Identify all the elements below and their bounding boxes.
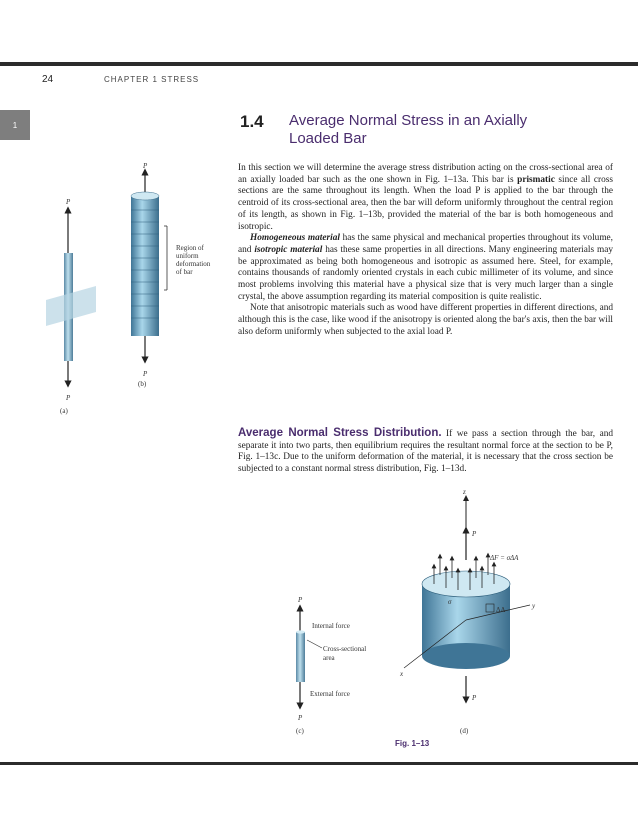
svg-text:σ: σ xyxy=(448,598,452,606)
figure-a xyxy=(46,198,96,415)
svg-text:y: y xyxy=(532,602,536,610)
svg-text:P: P xyxy=(66,198,71,206)
figure-c xyxy=(296,596,366,735)
svg-text:P: P xyxy=(472,530,477,538)
figure-d xyxy=(399,488,536,735)
svg-text:z: z xyxy=(463,488,466,496)
paragraph-4: Average Normal Stress Distribution. If we pass a section through the bar, and separate it into two parts, then equilibrium requires the resultant normal force at the section to be P, Fig. 1–13c. Due to the uniform deformation of the material, it is necessary that the cross section be subjected to a constant normal stress distribution, Fig. 1–13d. xyxy=(238,427,614,475)
svg-text:(b): (b) xyxy=(138,380,147,388)
svg-text:P: P xyxy=(143,370,148,378)
paragraph-2: Homogeneous material has the same physical and mechanical properties throughout its volume, and isotropic material has these same properties in all directions. Many engineering materials may be approximated as being both homogeneous and isotropic as assumed here. Steel, for example, contains thousands of randomly oriented crystals in each cubic millimeter of its volume, and since most problems involving this material have a physical size that is very much larger than a single crystal, the above assumption regarding its material composition is quite realistic. xyxy=(238,233,613,302)
paragraph-1: In this section we will determine the average stress distribution acting on the cross-sectional area of an axially loaded bar such as the one shown in Fig. 1–13a. This bar is prismatic since all cross sections are the same throughout its length. When the load P is applied to the bar through the centroid of its cross-sectional area, then the bar will deform uniformly throughout the central region of its length, as shown in Fig. 1–13b, provided the material of the bar is both homogeneous and isotropic. xyxy=(238,163,613,232)
bottom-rule xyxy=(0,762,638,765)
chapter-header: CHAPTER 1 STRESS xyxy=(104,75,200,84)
svg-text:Cross-sectional: Cross-sectional xyxy=(323,645,367,653)
chapter-tab: 1 xyxy=(0,110,30,140)
svg-text:(a): (a) xyxy=(60,407,68,415)
svg-text:P: P xyxy=(472,694,477,702)
svg-text:(c): (c) xyxy=(296,727,304,735)
svg-text:Internal force: Internal force xyxy=(312,622,350,630)
svg-text:deformation: deformation xyxy=(176,260,211,268)
section-title: Average Normal Stress in an Axially Loaded Bar xyxy=(289,112,528,147)
page-number: 24 xyxy=(42,74,54,85)
paragraph-3: Note that anisotropic materials such as wood have different properties in different directions, and although this is the case, like wood if the anisotropy is oriented along the bar's axis, then the bar will also deform uniformly when subjected to the axial load P. xyxy=(238,303,613,337)
svg-text:(d): (d) xyxy=(460,727,469,735)
svg-text:P: P xyxy=(298,596,303,604)
figure-b xyxy=(131,162,211,388)
svg-text:P: P xyxy=(66,394,71,402)
svg-text:ΔA: ΔA xyxy=(496,606,506,614)
figure-caption: Fig. 1–13 xyxy=(395,739,430,748)
section-number: 1.4 xyxy=(240,112,264,131)
svg-text:uniform: uniform xyxy=(176,252,199,260)
svg-text:Region of: Region of xyxy=(176,244,204,252)
svg-text:of bar: of bar xyxy=(176,268,193,276)
svg-text:P: P xyxy=(143,162,148,170)
svg-text:P: P xyxy=(298,714,303,722)
svg-text:x: x xyxy=(400,670,404,678)
svg-text:ΔF = σΔA: ΔF = σΔA xyxy=(490,554,519,562)
svg-text:External force: External force xyxy=(310,690,350,698)
svg-text:area: area xyxy=(323,654,335,662)
subheading: Average Normal Stress Distribution. xyxy=(238,427,442,439)
